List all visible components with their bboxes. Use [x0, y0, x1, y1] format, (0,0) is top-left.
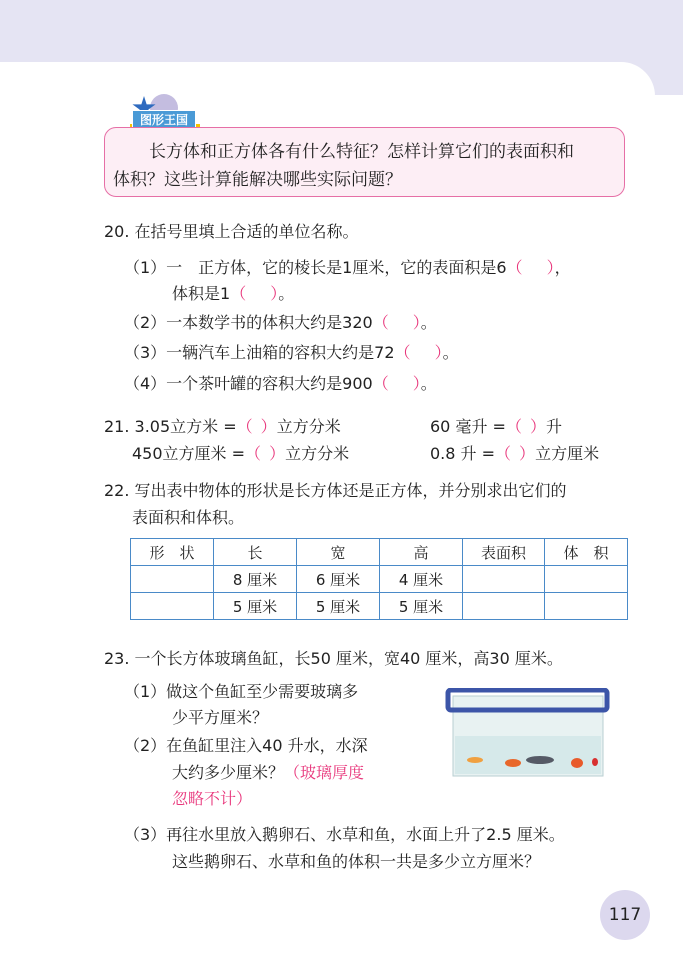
fish-tank-image: [445, 688, 610, 778]
q20-item4: （4）一个茶叶罐的容积大约是900（ ）。: [124, 374, 437, 393]
table-row: 5 厘米 5 厘米 5 厘米: [131, 593, 628, 620]
q21-c: 450立方厘米 =（ ）立方分米: [132, 444, 350, 463]
q21-a: 21. 3.05立方米 =（ ）立方分米: [104, 417, 341, 436]
q20-item3: （3）一辆汽车上油箱的容积大约是72（ ）。: [124, 343, 459, 362]
shape-table: 形 状 长 宽 高 表面积 体 积 8 厘米 6 厘米 4 厘米 5 厘米 5 厘米 5 厘米: [130, 538, 628, 620]
q20-item2: （2）一本数学书的体积大约是320（ ）。: [124, 313, 437, 332]
page-number: 117: [600, 890, 650, 940]
q20-item1: （1）一 正方体，它的棱长是1厘米，它的表面积是6（ ），: [124, 258, 571, 277]
section-badge: 图形王国: [132, 110, 196, 130]
table-row: 8 厘米 6 厘米 4 厘米: [131, 566, 628, 593]
intro-box: 长方体和正方体各有什么特征？怎样计算它们的表面积和 体积？这些计算能解决哪些实际问题？: [104, 127, 625, 197]
q20-title: 20. 在括号里填上合适的单位名称。: [104, 222, 359, 241]
q21-b: 60 毫升 =（ ）升: [430, 417, 562, 436]
textbook-page: 图形王国 长方体和正方体各有什么特征？怎样计算它们的表面积和 体积？这些计算能解决哪些实际问题？ 20. 在括号里填上合适的单位名称。 （1）一 正方体，它的棱长是1厘米，它的表面积是6（ ）， 体积是1（ ）。 （2）一本数学书的体积大约是320（ ）。 （3）一辆汽车上油箱的容积大约是72（ ）。 （4）一个茶叶罐的容积大约是900（ ）。 21. 3.05立方米 =（ ）立方分米 60 毫升 =（ ）升 450立方厘米 =（ ）立方分米 0.8 升 =（ ）立方厘米 22. 写出表中物体的形状是长方体还是正方体，并分别求出它们的 表面积和体积。 形 状 长 宽 高 表面积 体 积 8 厘米 6 厘米 4 厘米 5 厘米 5 厘米 5 厘米 23. 一个长方体玻璃鱼缸，长50 厘米，宽40 厘米，高30 厘米。 （1）做这个鱼缸至少需要玻璃多 少平方厘米？ （2）在鱼缸里注入40 升水，水深 大约多少厘米？（玻璃厚度 忽略不计） （3）再往水里放入鹅卵石、水草和鱼，水面上升了2.5 厘米。 这些鹅卵石、水草和鱼的体积一共是多少立方厘米？ 117: [0, 0, 683, 964]
q21-d: 0.8 升 =（ ）立方厘米: [430, 444, 600, 463]
